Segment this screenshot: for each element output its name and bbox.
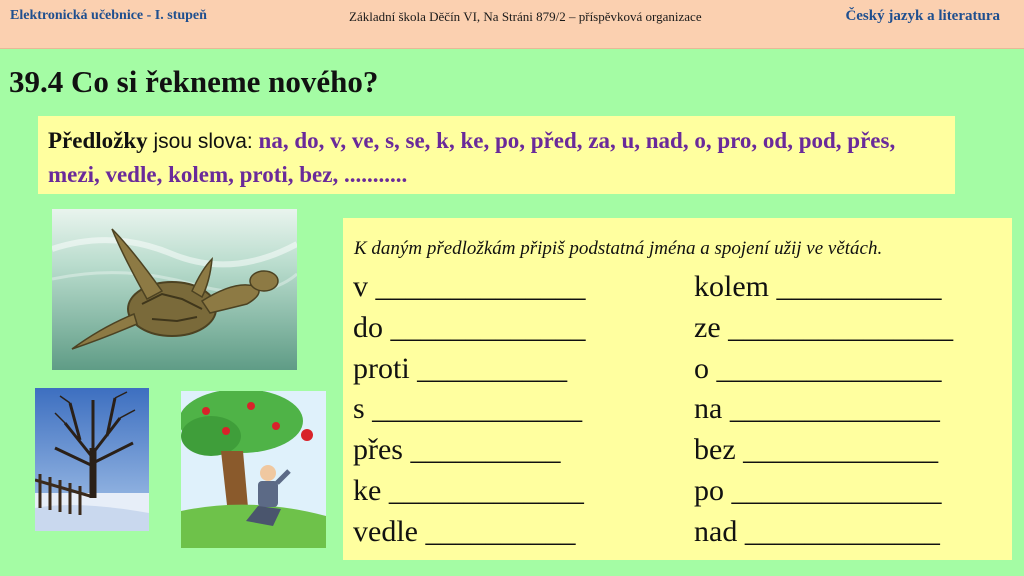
exercise-line: přes __________ <box>353 433 561 467</box>
header-school-name: Základní škola Děčín VI, Na Stráni 879/2 – příspěvková organizace <box>349 9 702 24</box>
definition-term: Předložky <box>48 128 148 153</box>
winter-tree-photo <box>35 388 149 531</box>
preposition-list: na, do, v, ve, s, se, k, ke, po, před, za, u, nad, o, pro, od, pod, přes, mezi, vedle, kolem, proti, bez, ........... <box>48 128 896 187</box>
exercise-box <box>343 218 1012 560</box>
newton-apple-illustration <box>181 391 326 548</box>
exercise-line: do _____________ <box>353 310 586 344</box>
exercise-line: ze _______________ <box>694 310 954 344</box>
exercise-line: s ______________ <box>353 392 583 426</box>
exercise-line: o _______________ <box>694 351 942 385</box>
exercise-line: na ______________ <box>694 392 940 426</box>
exercise-line: v ______________ <box>353 270 586 303</box>
slide-header <box>0 0 1024 49</box>
exercise-line: kolem ___________ <box>694 270 942 303</box>
header-left-text: Elektronická učebnice - I. stupeň <box>10 8 207 23</box>
turtle-photo <box>52 209 297 370</box>
exercise-line: vedle __________ <box>353 514 576 548</box>
exercise-line: po ______________ <box>694 473 942 507</box>
header-subject: Český jazyk a literatura <box>845 8 1000 24</box>
left-column <box>353 267 586 553</box>
page-title: 39.4 Co si řekneme nového? <box>9 64 379 99</box>
exercise-line: proti __________ <box>353 351 568 385</box>
exercise-line: nad _____________ <box>694 514 940 548</box>
definition-text: jsou slova: <box>147 130 259 153</box>
exercise-line: ke _____________ <box>353 473 584 507</box>
right-column <box>694 267 953 553</box>
exercise-line: bez _____________ <box>694 433 939 467</box>
definition-box <box>38 116 955 194</box>
exercise-instruction: K daným předložkám připiš podstatná jména a spojení užij ve větách. <box>354 238 883 259</box>
